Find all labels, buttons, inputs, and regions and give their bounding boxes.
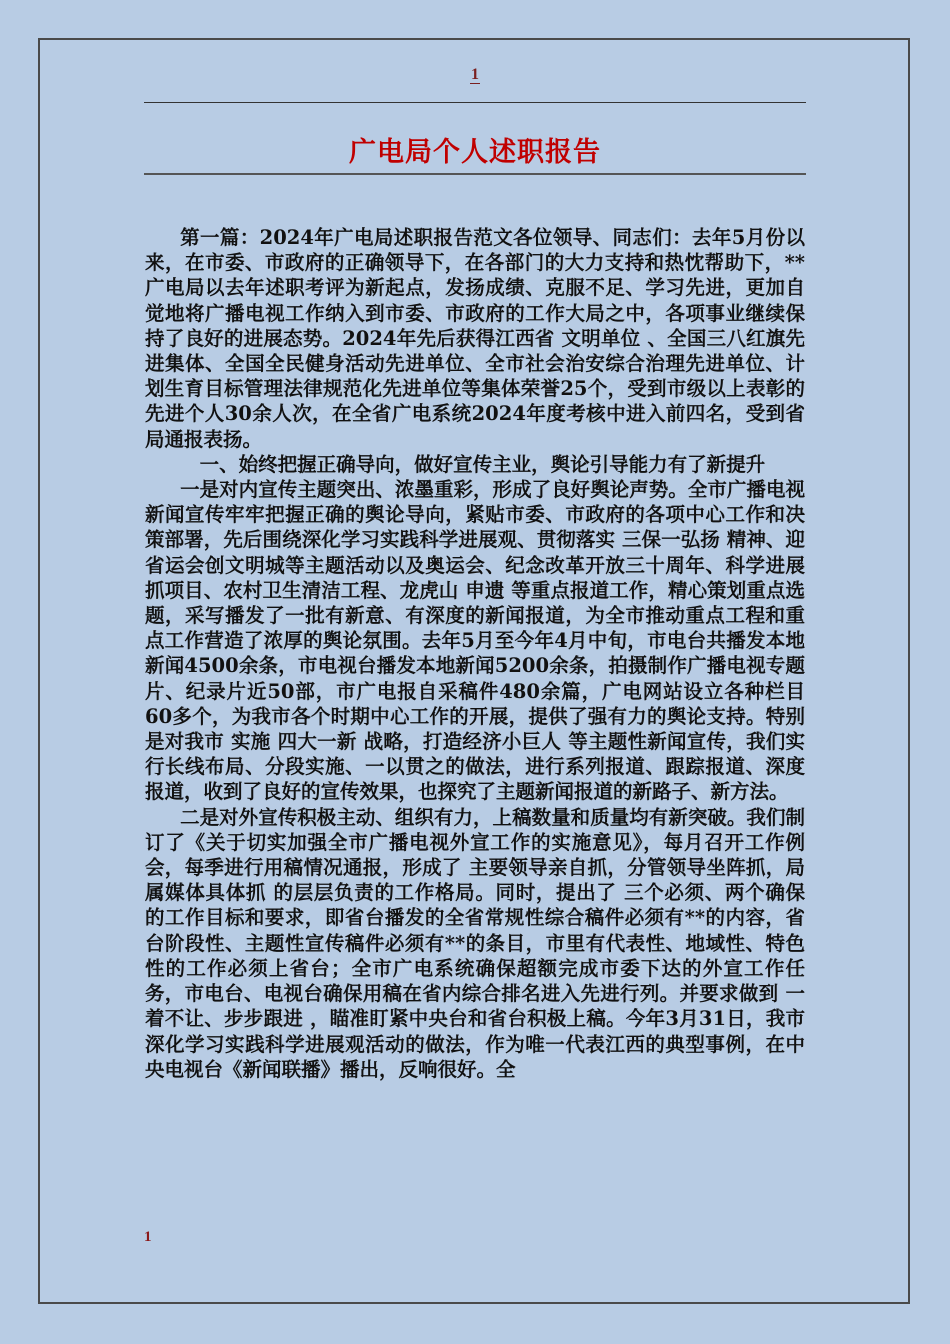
document-body (145, 225, 805, 1082)
document-title: 广电局个人述职报告 (349, 137, 601, 168)
footer-page-number: 1 (144, 1229, 152, 1245)
paragraph-intro: 第一篇：2024年广电局述职报告范文各位领导、同志们：去年5月份以来，在市委、市政府的正确领导下，在各部门的大力支持和热忱帮助下，**广电局以去年述职考评为新起点，发扬成绩、克服不足、学习先进，更加自觉地将广播电视工作纳入到市委、市政府的工作大局之中，各项事业继续保持了良好的进展态势。2024年先后获得江西省 文明单位 、全国三八红旗先进集体、全国全民健身活动先进单位、全市社会治安综合治理先进单位、计划生育目标管理法律规范化先进单位等集体荣誉25个，受到市级以上表彰的先进个人30余人次，在全省广电系统2024年度考核中进入前四名，受到省局通报表扬。 (145, 226, 805, 451)
paragraph-external-publicity: 二是对外宣传积极主动、组织有力，上稿数量和质量均有新突破。我们制订了《关于切实加强全市广播电视外宣工作的实施意见》，每月召开工作例会，每季进行用稿情况通报，形成了 主要领导亲自抓，分管领导坐阵抓，局属媒体具体抓 的层层负责的工作格局。同时，提出了 三个必须、两个确保 的工作目标和要求，即省台播发的全省常规性综合稿件必须有**的内容，省台阶段性、主题性宣传稿件必须有**的条目，市里有代表性、地域性、特色性的工作必须上省台；全市广电系统确保超额完成市委下达的外宣工作任务，市电台、电视台确保用稿在省内综合排名进入先进行列。并要求做到 一着不让、步步跟进 ，瞄准盯紧中央台和省台积极上稿。今年3月31日，我市深化学习实践科学进展观活动的做法，作为唯一代表江西的典型事例，在中央电视台《新闻联播》播出，反响很好。全 (145, 805, 805, 1081)
section-heading: 一、始终把握正确导向，做好宣传主业，舆论引导能力有了新提升 (199, 452, 766, 476)
header-divider (144, 102, 806, 103)
header-page-number: 1 (471, 66, 479, 83)
title-divider (144, 173, 806, 175)
paragraph-internal-publicity: 一是对内宣传主题突出、浓墨重彩，形成了良好舆论声势。全市广播电视新闻宣传牢牢把握正确的舆论导向，紧贴市委、市政府的各项中心工作和决策部署，先后围绕深化学习实践科学进展观、贯彻落实 三保一弘扬 精神、迎省运会创文明城等主题活动以及奥运会、纪念改革开放三十周年、科学进展抓项目、农村卫生清洁工程、龙虎山 申遗 等重点报道工作，精心策划重点选题，采写播发了一批有新意、有深度的新闻报道，为全市推动重点工程和重点工作营造了浓厚的舆论氛围。去年5月至今年4月中旬，市电台共播发本地新闻4500余条，市电视台播发本地新闻5200余条，拍摄制作广播电视专题片、纪录片近50部，市广电报自采稿件480余篇，广电网站设立各种栏目60多个，为我市各个时期中心工作的开展，提供了强有力的舆论支持。特别是对我市 实施 四大一新 战略，打造经济小巨人 等主题性新闻宣传，我们实行长线布局、分段实施、一以贯之的做法，进行系列报道、跟踪报道、深度报道，收到了良好的宣传效果，也探究了主题新闻报道的新路子、新方法。 (145, 478, 805, 804)
